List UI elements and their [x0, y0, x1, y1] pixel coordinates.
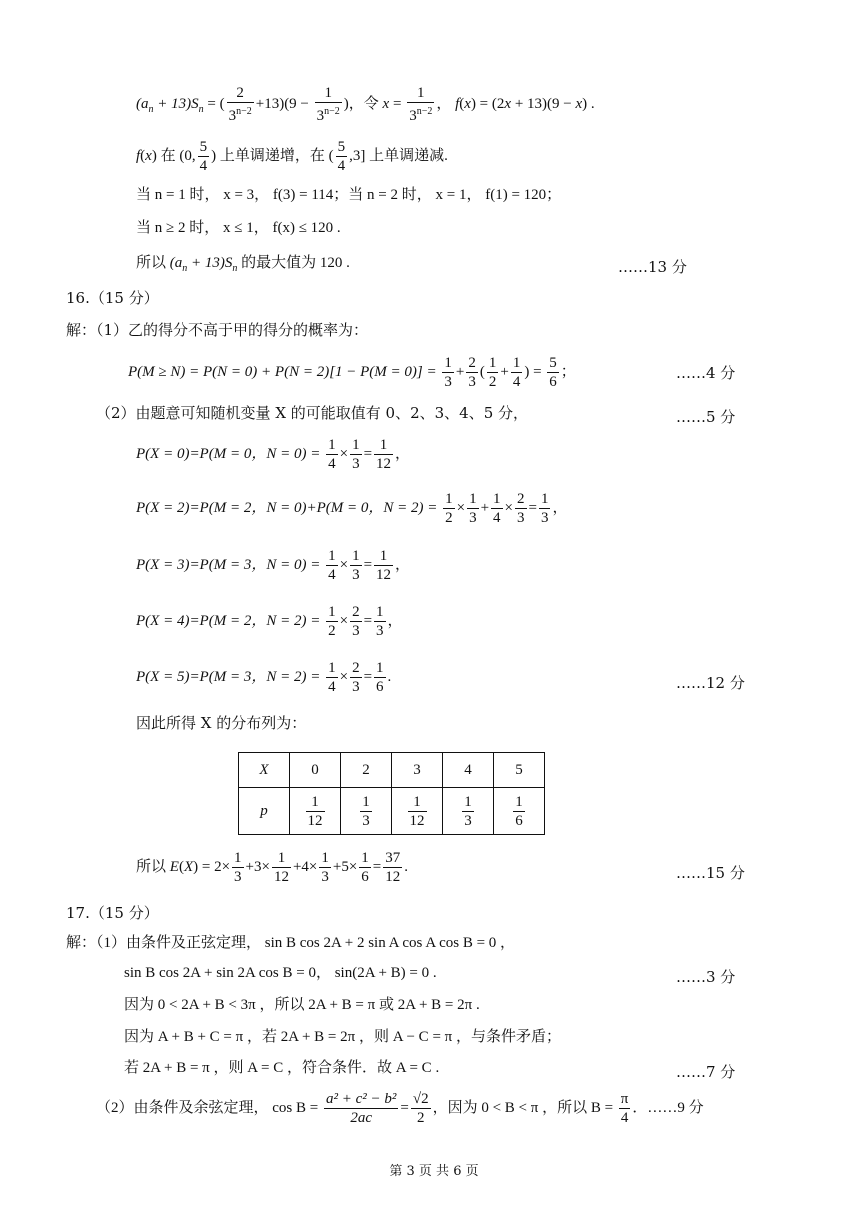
- px0-line: P(X = 0)=P(M = 0，N = 0) = $\frac{1}{4}$ × $\frac{1}{3}$ = $\frac{1}{12}$ ，: [136, 437, 411, 472]
- px5-line: P(X = 5)=P(M = 3，N = 2) = $\frac{1}{4}$ × $\frac{2}{3}$ = $\frac{1}{6}$ .: [136, 660, 392, 695]
- fraction: $\frac{1}{3^{n-2}}$: [316, 85, 340, 124]
- px4-line: P(X = 4)=P(M = 2，N = 2) = $\frac{1}{2}$ × $\frac{2}{3}$ = $\frac{1}{3}$ ，: [136, 604, 403, 639]
- table-header-cell: 2: [341, 753, 392, 788]
- q16-heading: 16.（15 分）: [66, 289, 159, 307]
- q15-line-5: 所以 $(a_n + 13)S_n$ 的最大值为 120 .: [136, 255, 350, 274]
- q17-line-6: （2）由条件及余弦定理， cos B = $\frac{\text{a² + c² − b²}}{2ac}$ = $\frac{√2}{2}$ ，因为 0 < B < π ，所以 B = $\frac{\pi}{4}$ ．……9 分: [96, 1091, 704, 1126]
- q16-intro: 解：（1）乙的得分不高于甲的得分的概率为：: [66, 321, 369, 339]
- table-cell: $\frac{1}{6}$: [494, 788, 545, 835]
- table-cell: $\frac{1}{3}$: [341, 788, 392, 835]
- dist-intro: 因此所得 X 的分布列为：: [136, 714, 307, 732]
- table-header-cell: 0: [290, 753, 341, 788]
- px3-line: P(X = 3)=P(M = 3，N = 0) = $\frac{1}{4}$ × $\frac{1}{3}$ = $\frac{1}{12}$ ，: [136, 548, 411, 583]
- fraction: $\frac{2}{3^{n-2}}$: [228, 85, 252, 124]
- score-4: ……4 分: [676, 364, 736, 382]
- score-3: ……3 分: [676, 968, 736, 986]
- distribution-table: [238, 752, 545, 835]
- q17-line-5: 若 2A + B = π ，则 A = C ，符合条件．故 A = C .: [124, 1060, 440, 1076]
- fraction: $\frac{1}{3^{n-2}}$: [409, 85, 433, 124]
- px2-line: P(X = 2)=P(M = 2，N = 0)+P(M = 0，N = 2) = $\frac{1}{2}$ × $\frac{1}{3}$ + $\frac{1}{4}$ × $\frac{2}{3}$ = $\frac{1}{3}$ ，: [136, 491, 568, 526]
- score-13: ……13 分: [618, 258, 687, 276]
- table-header-cell: 5: [494, 753, 545, 788]
- q15-line-4: 当 n ≥ 2 时， x ≤ 1， f(x) ≤ 120 .: [136, 220, 341, 236]
- table-p-label: p: [239, 788, 290, 835]
- table-header-cell: 4: [443, 753, 494, 788]
- table-cell: $\frac{1}{3}$: [443, 788, 494, 835]
- score-15: ……15 分: [676, 864, 745, 882]
- q15-line-1: $(a_n + 13)S_n$ = ( $\frac{2}{3^{n-2}}$ +13)(9 − $\frac{1}{3^{n-2}}$ )，令 x = $\frac{1}{3^{n-2}}$ ， f(x) = (2x + 13)(9 − x) .: [136, 85, 595, 124]
- table-header-cell: X: [239, 753, 290, 788]
- fraction: $\frac{5}{4}$: [199, 139, 208, 174]
- q17-line-2: sin B cos 2A + sin 2A cos B = 0， sin(2A + B) = 0 .: [124, 965, 437, 981]
- q16-eq1: P(M ≥ N) = P(N = 0) + P(N = 2)[1 − P(M = 0)] = $\frac{1}{3}$ + $\frac{2}{3}$ ( $\frac{1}{2}$ + $\frac{1}{4}$ ) = $\frac{5}{6}$ ；: [128, 355, 576, 390]
- table-cell: $\frac{1}{12}$: [290, 788, 341, 835]
- q15-line-3: 当 n = 1 时， x = 3， f(3) = 114；当 n = 2 时， x = 1， f(1) = 120；: [136, 187, 562, 203]
- table-header-cell: 3: [392, 753, 443, 788]
- score-5: ……5 分: [676, 408, 736, 426]
- eq1-lhs: P(M ≥ N) = P(N = 0) + P(N = 2)[1 − P(M = 0)] =: [128, 363, 437, 380]
- expectation-line: 所以 E(X) = 2× $\frac{1}{3}$ +3× $\frac{1}{12}$ +4× $\frac{1}{3}$ +5× $\frac{1}{6}$ = $\frac{37}{12}$ .: [136, 850, 409, 885]
- page-footer: 第 3 页 共 6 页: [389, 1164, 479, 1179]
- q17-heading: 17.（15 分）: [66, 904, 159, 922]
- score-12: ……12 分: [676, 674, 745, 692]
- q15-line-2: f(x) 在 (0, $\frac{5}{4}$ ) 上单调递增，在 ( $\frac{5}{4}$ ,3] 上单调递减.: [136, 139, 448, 174]
- table-cell: $\frac{1}{12}$: [392, 788, 443, 835]
- q17-line-3: 因为 0 < 2A + B < 3π ，所以 2A + B = π 或 2A + B = 2π .: [124, 997, 480, 1013]
- fraction: $\frac{5}{4}$: [337, 139, 346, 174]
- q17-line-4: 因为 A + B + C = π ，若 2A + B = 2π ，则 A − C = π ，与条件矛盾；: [124, 1029, 561, 1045]
- q17-line-1: 解：（1）由条件及正弦定理， sin B cos 2A + 2 sin A cos A cos B = 0 ，: [66, 935, 516, 951]
- q16-part2: （2）由题意可知随机变量 X 的可能取值有 0、2、3、4、5 分，: [96, 404, 529, 422]
- score-7: ……7 分: [676, 1063, 736, 1081]
